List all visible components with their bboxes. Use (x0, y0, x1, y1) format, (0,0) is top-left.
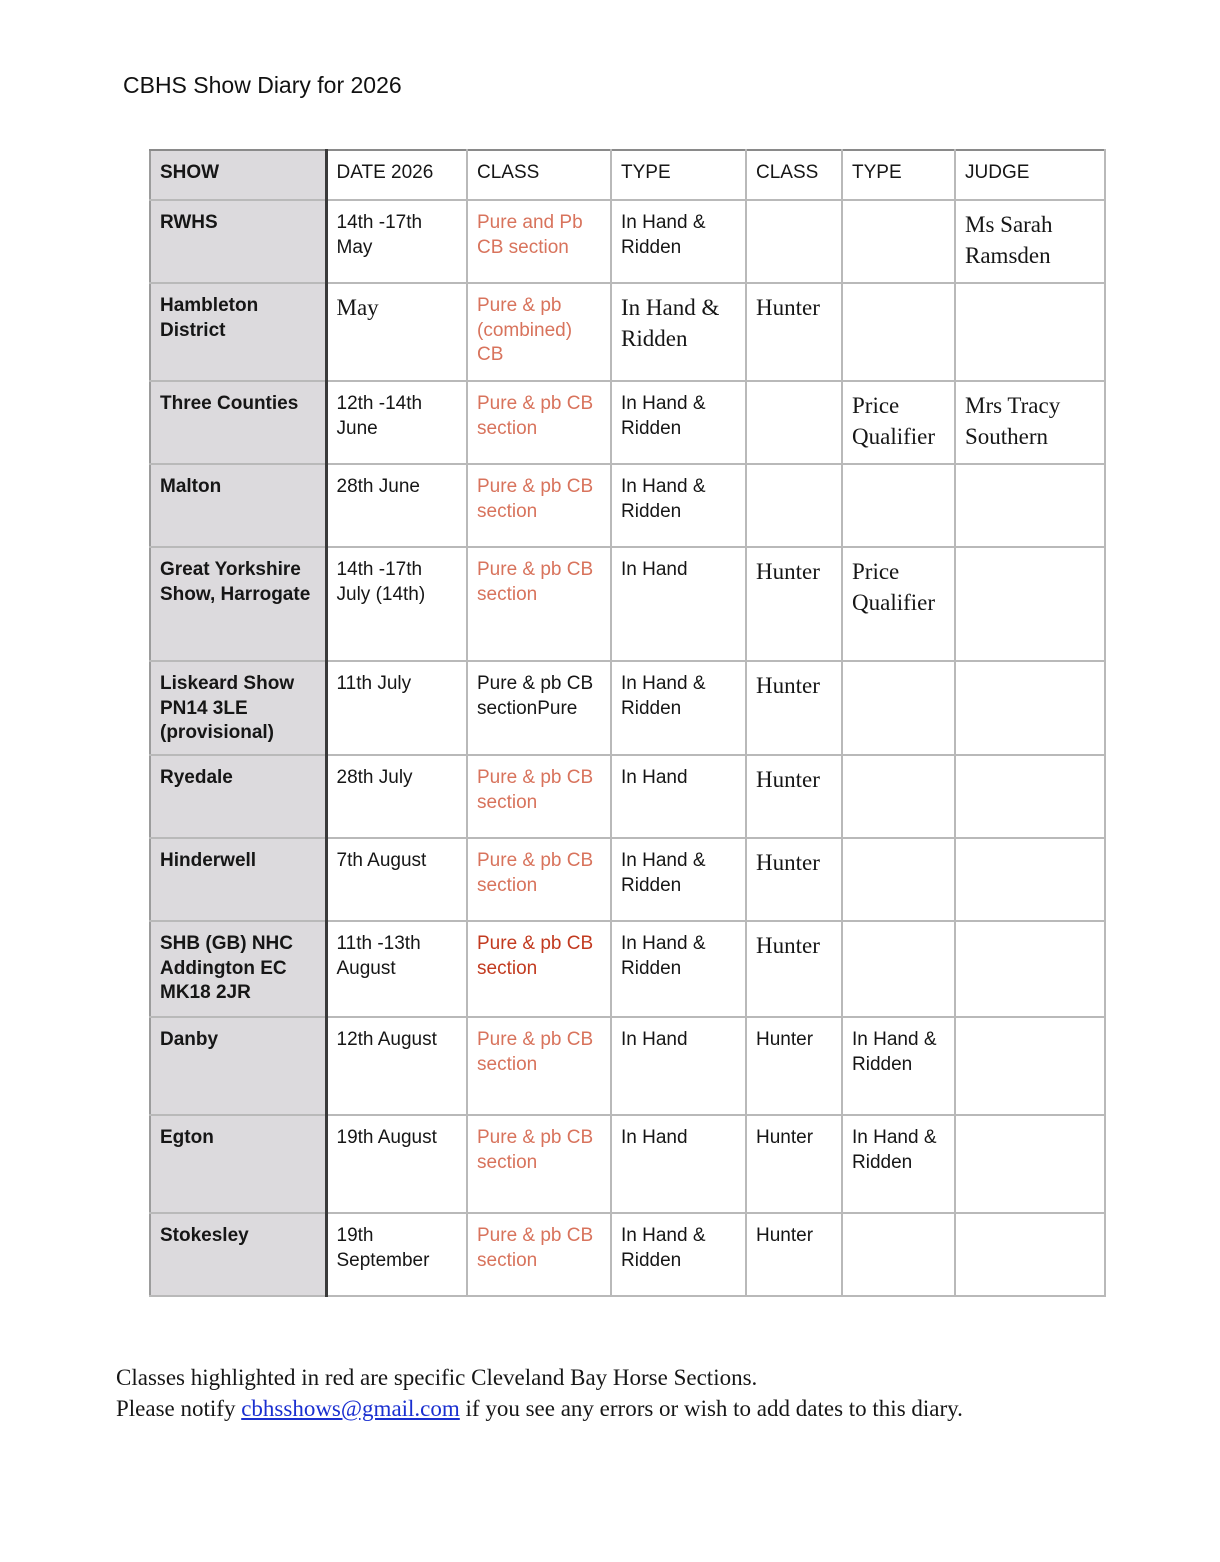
table-header-row (150, 150, 1105, 200)
table-row (150, 381, 1105, 464)
show-name: Ryedale (150, 755, 326, 838)
type2-cell: In Hand & Ridden (842, 1017, 955, 1115)
type-cell: In Hand & Ridden (611, 1213, 746, 1296)
type2-cell (842, 464, 955, 547)
class2-cell: Hunter (746, 1115, 842, 1213)
show-name: Egton (150, 1115, 326, 1213)
header-class-2: CLASS (746, 150, 842, 200)
show-name: Hinderwell (150, 838, 326, 921)
class-cell: Pure & pb CB section (467, 1115, 611, 1213)
type-cell: In Hand & Ridden (611, 838, 746, 921)
class2-cell: Hunter (746, 283, 842, 381)
judge-cell (955, 755, 1105, 838)
type2-cell (842, 200, 955, 283)
type-cell: In Hand & Ridden (611, 283, 746, 381)
type2-cell: Price Qualifier (842, 381, 955, 464)
email-link[interactable]: cbhsshows@gmail.com (241, 1396, 460, 1421)
header-class: CLASS (467, 150, 611, 200)
judge-cell (955, 547, 1105, 661)
header-judge: JUDGE (955, 150, 1105, 200)
type2-cell (842, 755, 955, 838)
judge-cell (955, 1213, 1105, 1296)
type-cell: In Hand & Ridden (611, 661, 746, 755)
class-cell: Pure & pb CB section (467, 838, 611, 921)
class2-cell: Hunter (746, 661, 842, 755)
type-cell: In Hand (611, 755, 746, 838)
type-cell: In Hand (611, 1017, 746, 1115)
table-row (150, 921, 1105, 1017)
judge-cell (955, 921, 1105, 1017)
class-cell: Pure & pb CB section (467, 464, 611, 547)
header-date: DATE 2026 (326, 150, 467, 200)
class-cell: Pure & pb CB section (467, 381, 611, 464)
class2-cell: Hunter (746, 755, 842, 838)
class2-cell: Hunter (746, 921, 842, 1017)
class2-cell: Hunter (746, 1213, 842, 1296)
class2-cell: Hunter (746, 1017, 842, 1115)
table-row (150, 1115, 1105, 1213)
footer-line-1: Classes highlighted in red are specific Cleveland Bay Horse Sections. (116, 1365, 758, 1390)
header-type-2: TYPE (842, 150, 955, 200)
type2-cell (842, 921, 955, 1017)
table-row (150, 464, 1105, 547)
type2-cell (842, 283, 955, 381)
footer-line-2 (116, 1393, 963, 1424)
show-date: 14th -17th July (14th) (326, 547, 467, 661)
table-row (150, 547, 1105, 661)
class-cell: Pure & pb CB section (467, 755, 611, 838)
show-name: RWHS (150, 200, 326, 283)
show-date: 7th August (326, 838, 467, 921)
header-show: SHOW (150, 150, 326, 200)
footer-line-2-start: Please notify (116, 1396, 242, 1421)
table-row (150, 200, 1105, 283)
class2-cell (746, 464, 842, 547)
show-name: Malton (150, 464, 326, 547)
table-row (150, 661, 1105, 755)
show-date: 28th June (326, 464, 467, 547)
judge-cell (955, 464, 1105, 547)
type2-cell (842, 838, 955, 921)
footer-note (116, 1362, 963, 1424)
judge-cell (955, 1115, 1105, 1213)
type2-cell: Price Qualifier (842, 547, 955, 661)
show-name: Hambleton District (150, 283, 326, 381)
class-cell: Pure & pb CB section (467, 547, 611, 661)
judge-cell (955, 838, 1105, 921)
show-date: 11th -13th August (326, 921, 467, 1017)
judge-cell: Ms Sarah Ramsden (955, 200, 1105, 283)
show-date: 19th September (326, 1213, 467, 1296)
show-name: Danby (150, 1017, 326, 1115)
class-cell: Pure & pb CB sectionPure (467, 661, 611, 755)
class2-cell: Hunter (746, 838, 842, 921)
show-name: Three Counties (150, 381, 326, 464)
type-cell: In Hand & Ridden (611, 921, 746, 1017)
class-cell: Pure & pb CB section (467, 1213, 611, 1296)
class-cell: Pure & pb CB section (467, 921, 611, 1017)
judge-cell: Mrs Tracy Southern (955, 381, 1105, 464)
table-row (150, 838, 1105, 921)
show-date: 12th -14th June (326, 381, 467, 464)
show-name: Liskeard Show PN14 3LE (provisional) (150, 661, 326, 755)
document-title: CBHS Show Diary for 2026 (123, 72, 402, 98)
show-date: 19th August (326, 1115, 467, 1213)
judge-cell (955, 1017, 1105, 1115)
class-cell: Pure and Pb CB section (467, 200, 611, 283)
show-date: 11th July (326, 661, 467, 755)
show-diary-table (149, 149, 1106, 1297)
class-cell: Pure & pb (combined) CB (467, 283, 611, 381)
type-cell: In Hand (611, 547, 746, 661)
judge-cell (955, 283, 1105, 381)
type2-cell: In Hand & Ridden (842, 1115, 955, 1213)
show-name: SHB (GB) NHC Addington EC MK18 2JR (150, 921, 326, 1017)
show-date: 14th -17th May (326, 200, 467, 283)
table-row (150, 1017, 1105, 1115)
type-cell: In Hand & Ridden (611, 200, 746, 283)
judge-cell (955, 661, 1105, 755)
type2-cell (842, 1213, 955, 1296)
type-cell: In Hand & Ridden (611, 381, 746, 464)
show-date: 28th July (326, 755, 467, 838)
header-type: TYPE (611, 150, 746, 200)
table-row (150, 755, 1105, 838)
show-name: Great Yorkshire Show, Harrogate (150, 547, 326, 661)
table-row (150, 283, 1105, 381)
show-date: 12th August (326, 1017, 467, 1115)
class2-cell: Hunter (746, 547, 842, 661)
show-date: May (326, 283, 467, 381)
type2-cell (842, 661, 955, 755)
class2-cell (746, 381, 842, 464)
table-row (150, 1213, 1105, 1296)
type-cell: In Hand (611, 1115, 746, 1213)
class-cell: Pure & pb CB section (467, 1017, 611, 1115)
show-name: Stokesley (150, 1213, 326, 1296)
class2-cell (746, 200, 842, 283)
type-cell: In Hand & Ridden (611, 464, 746, 547)
footer-line-2-end: if you see any errors or wish to add dates to this diary. (459, 1396, 963, 1421)
